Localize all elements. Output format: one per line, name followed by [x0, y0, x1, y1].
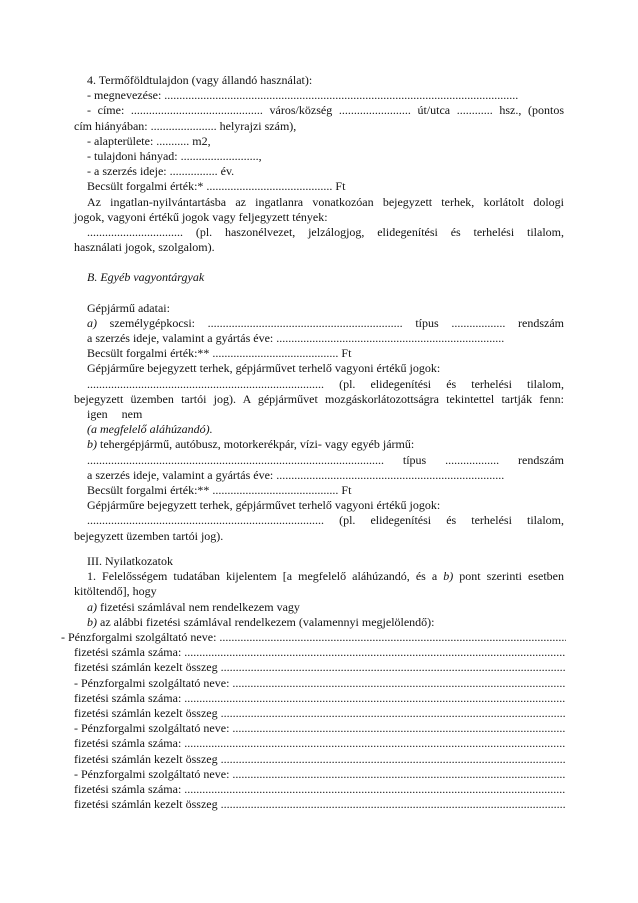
account-number-line-3 [61, 736, 566, 751]
account-number-line-4 [61, 782, 566, 797]
account-balance-label: fizetési számlán kezelt összeg [74, 660, 218, 675]
provider-name-line-1 [61, 630, 566, 645]
provider-name-label: - Pénzforgalmi szolgáltató neve: [61, 629, 217, 644]
account-balance-line-3 [61, 752, 566, 767]
car-label: a) [87, 315, 97, 330]
account-number-label: fizetési számla száma: [74, 645, 182, 660]
declaration-text-c: pont szerinti esetben [453, 569, 565, 584]
account-number-line-1 [61, 645, 566, 660]
account-balance-label: fizetési számlán kezelt összeg [74, 751, 218, 766]
car-acquisition-line: a szerzés ideje, valamint a gyártás éve: ............................................................................ [87, 331, 505, 346]
provider-name-label: - Pénzforgalmi szolgáltató neve: [74, 721, 230, 736]
account-balance-label: fizetési számlán kezelt összeg [74, 797, 218, 812]
yes-no-line [74, 407, 564, 422]
truck-encumbrance-line-3: bejegyzett üzemben tartói jog). [74, 528, 224, 543]
account-balance-label: fizetési számlán kezelt összeg [74, 705, 218, 720]
provider-name-label: - Pénzforgalmi szolgáltató neve: [74, 766, 230, 781]
land-value-line: Becsült forgalmi érték:* .......................................... Ft [87, 179, 346, 194]
car-value-line: Becsült forgalmi érték:** .......................................... Ft [87, 346, 352, 361]
account-number-label: fizetési számla száma: [74, 781, 182, 796]
provider-name-line-2 [61, 676, 566, 691]
land-encumbrance-line-4: használati jogok, szolgalom). [74, 240, 215, 255]
document-page [61, 73, 565, 812]
section-iii-heading: III. Nyilatkozatok [87, 553, 173, 568]
account-number-line-2 [61, 691, 566, 706]
provider-name-line-4 [61, 767, 566, 782]
option-a-label: a) [87, 599, 97, 614]
account-balance-line-4 [61, 797, 566, 812]
underline-note: (a megfelelő aláhúzandó). [87, 422, 213, 437]
truck-encumbrance-line-2: ............................................................................... (pl. elidegenítési és terhelési tilalom, [87, 513, 564, 528]
truck-acquisition-line: a szerzés ideje, valamint a gyártás éve: ............................................................................ [87, 467, 505, 482]
account-number-label: fizetési számla száma: [74, 736, 182, 751]
option-a-text: fizetési számlával nem rendelkezem vagy [97, 599, 300, 614]
payment-accounts-block [61, 630, 566, 812]
account-number-label: fizetési számla száma: [74, 690, 182, 705]
option-b-label: b) [87, 614, 97, 629]
declaration-text-a: 1. Felelősségem tudatában kijelentem [a megfelelő aláhúzandó, és a [87, 569, 444, 584]
account-balance-line-1 [61, 660, 566, 675]
land-encumbrance-line-1: Az ingatlan-nyilvántartásba az ingatlanra vonatkozóan bejegyzett terhek, korlátolt dologi [87, 194, 564, 209]
provider-name-line-3 [61, 721, 566, 736]
vehicle-data-heading: Gépjármű adatai: [87, 300, 170, 315]
no-option: nem [121, 407, 143, 422]
truck-encumbrance-heading: Gépjárműre bejegyzett terhek, gépjárművet terhelő vagyoni értékű jogok: [87, 498, 441, 513]
option-b-text: az alábbi fizetési számlával rendelkezem (valamennyi megjelölendő): [97, 614, 435, 629]
declaration-b-ref: b) [443, 569, 454, 584]
section-b-heading: B. Egyéb vagyontárgyak [87, 270, 205, 285]
land-address-line: - címe: ............................................ város/község ........................ út/utca ............ hsz., (pontos [87, 103, 564, 118]
land-address-line-2: cím hiányában: ...................... helyrajzi szám), [74, 118, 297, 133]
truck-value-line: Becsült forgalmi érték:** .......................................... Ft [87, 483, 352, 498]
account-balance-line-2 [61, 706, 566, 721]
option-a-line [74, 600, 564, 615]
provider-name-label: - Pénzforgalmi szolgáltató neve: [74, 675, 230, 690]
land-area-line: - alapterülete: ........... m2, [87, 133, 211, 148]
car-encumbrance-line-3: bejegyzett üzemben tartói jog). A gépjárművet mozgáskorlátozottságra tekintettel tartják fenn: [74, 391, 564, 406]
car-encumbrance-heading: Gépjárműre bejegyzett terhek, gépjárművet terhelő vagyoni értékű jogok: [87, 361, 441, 376]
land-acquisition-line: - a szerzés ideje: ................ év. [87, 164, 235, 179]
section-4-heading: 4. Termőföldtulajdon (vagy állandó használat): [87, 73, 313, 87]
truck-line [74, 437, 564, 452]
car-encumbrance-line-2: ............................................................................... (pl. elidegenítési és terhelési tilalom, [87, 376, 564, 391]
land-share-line: - tulajdoni hányad: .........................., [87, 149, 262, 164]
yes-option: igen [87, 407, 108, 422]
truck-label: b) [87, 437, 97, 452]
option-b-line [74, 615, 564, 630]
land-encumbrance-line-3: ................................ (pl. haszonélvezet, jelzálogjog, elidegenítési és terhelési tilalom, [87, 225, 564, 240]
declaration-line-2: kitöltendő], hogy [74, 584, 157, 599]
land-encumbrance-line-2: jogok, vagyoni értékű jogok vagy feljegyzett tények: [74, 209, 328, 224]
declaration-line-1 [74, 569, 564, 584]
land-name-line: - megnevezése: ...................................................................................................................... [87, 88, 519, 103]
car-line [74, 316, 564, 331]
car-line-text: személygépkocsi: ................................................................. típus .................. rendszám [97, 315, 564, 330]
truck-line-text: tehergépjármű, autóbusz, motorkerékpár, vízi- vagy egyéb jármű: [97, 437, 415, 452]
truck-dots-line: ................................................................................................... típus .................. rendszám [87, 452, 564, 467]
